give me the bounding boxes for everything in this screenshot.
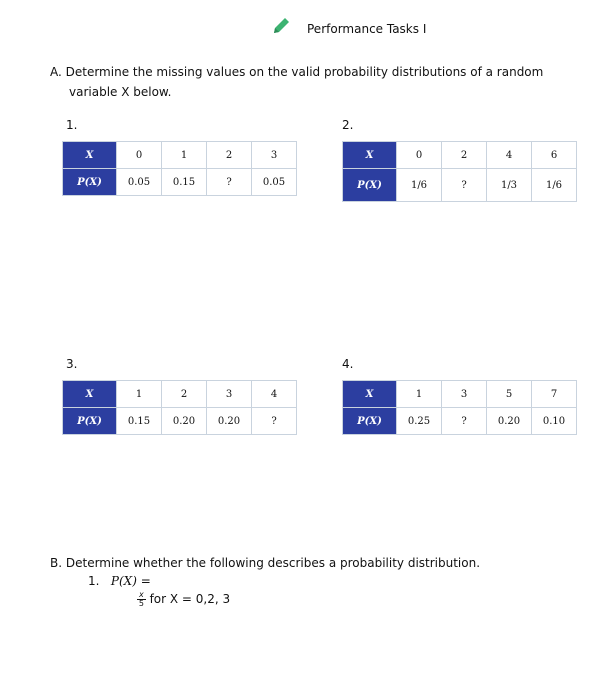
section-b-heading: B. Determine whether the following describes a probability distribution. [50,556,481,570]
table-cell: 3 [207,381,252,408]
p-row [343,408,577,435]
p-row [63,408,297,435]
x-row [63,142,297,169]
table-cell: 6 [532,142,577,169]
table-cell: 0 [397,142,442,169]
table-cell: 1 [117,381,162,408]
x-row [343,381,577,408]
px-header: P(X) [343,169,397,202]
table-cell: ? [207,169,252,196]
table-number: 2. [342,118,354,132]
table-cell: 0.05 [117,169,162,196]
probability-table [62,380,297,435]
p-row [63,169,297,196]
table-cell: ? [252,408,297,435]
table-cell: 5 [487,381,532,408]
pencil-icon [271,16,291,36]
table-cell: 3 [442,381,487,408]
table-number: 1. [66,118,78,132]
table-cell: 4 [487,142,532,169]
table-number: 4. [342,357,354,371]
x-row [63,381,297,408]
x-header: X [343,381,397,408]
table-cell: 0.25 [397,408,442,435]
section-a-instructions [50,62,543,102]
item-number: 1. [88,574,100,588]
table-cell: ? [442,169,487,202]
table-cell: 0.20 [487,408,532,435]
table-cell: 1/6 [532,169,577,202]
px-header: P(X) [343,408,397,435]
table-cell: 0 [117,142,162,169]
table-cell: 0.20 [162,408,207,435]
table-cell: 0.15 [117,408,162,435]
x-header: X [343,142,397,169]
x-header: X [63,381,117,408]
table-cell: 0.10 [532,408,577,435]
fraction-numerator: x [139,590,144,599]
px-header: P(X) [63,169,117,196]
px-header: P(X) [63,408,117,435]
section-a-line1: A. Determine the missing values on the valid probability distributions of a random [50,65,544,79]
table-cell: 0.20 [207,408,252,435]
probability-table [342,141,577,202]
section-b-item-1 [88,574,151,588]
table-cell: 3 [252,142,297,169]
table-cell: 2 [207,142,252,169]
page-title: Performance Tasks I [307,22,427,36]
table-cell: 4 [252,381,297,408]
table-cell: 1 [397,381,442,408]
table-number: 3. [66,357,78,371]
formula-rhs [137,591,230,608]
table-cell: ? [442,408,487,435]
probability-table [62,141,297,196]
probability-table [342,380,577,435]
table-cell: 1 [162,142,207,169]
table-cell: 1/6 [397,169,442,202]
formula-condition: for X = 0,2, 3 [149,592,231,606]
fraction-denominator: 5 [138,599,144,608]
table-cell: 0.15 [162,169,207,196]
table-cell: 1/3 [487,169,532,202]
section-a-line2: variable X below. [69,85,172,99]
formula-lhs: P(X) = [110,574,151,588]
table-cell: 2 [162,381,207,408]
x-row [343,142,577,169]
table-cell: 0.05 [252,169,297,196]
table-cell: 2 [442,142,487,169]
x-header: X [63,142,117,169]
table-cell: 7 [532,381,577,408]
p-row [343,169,577,202]
